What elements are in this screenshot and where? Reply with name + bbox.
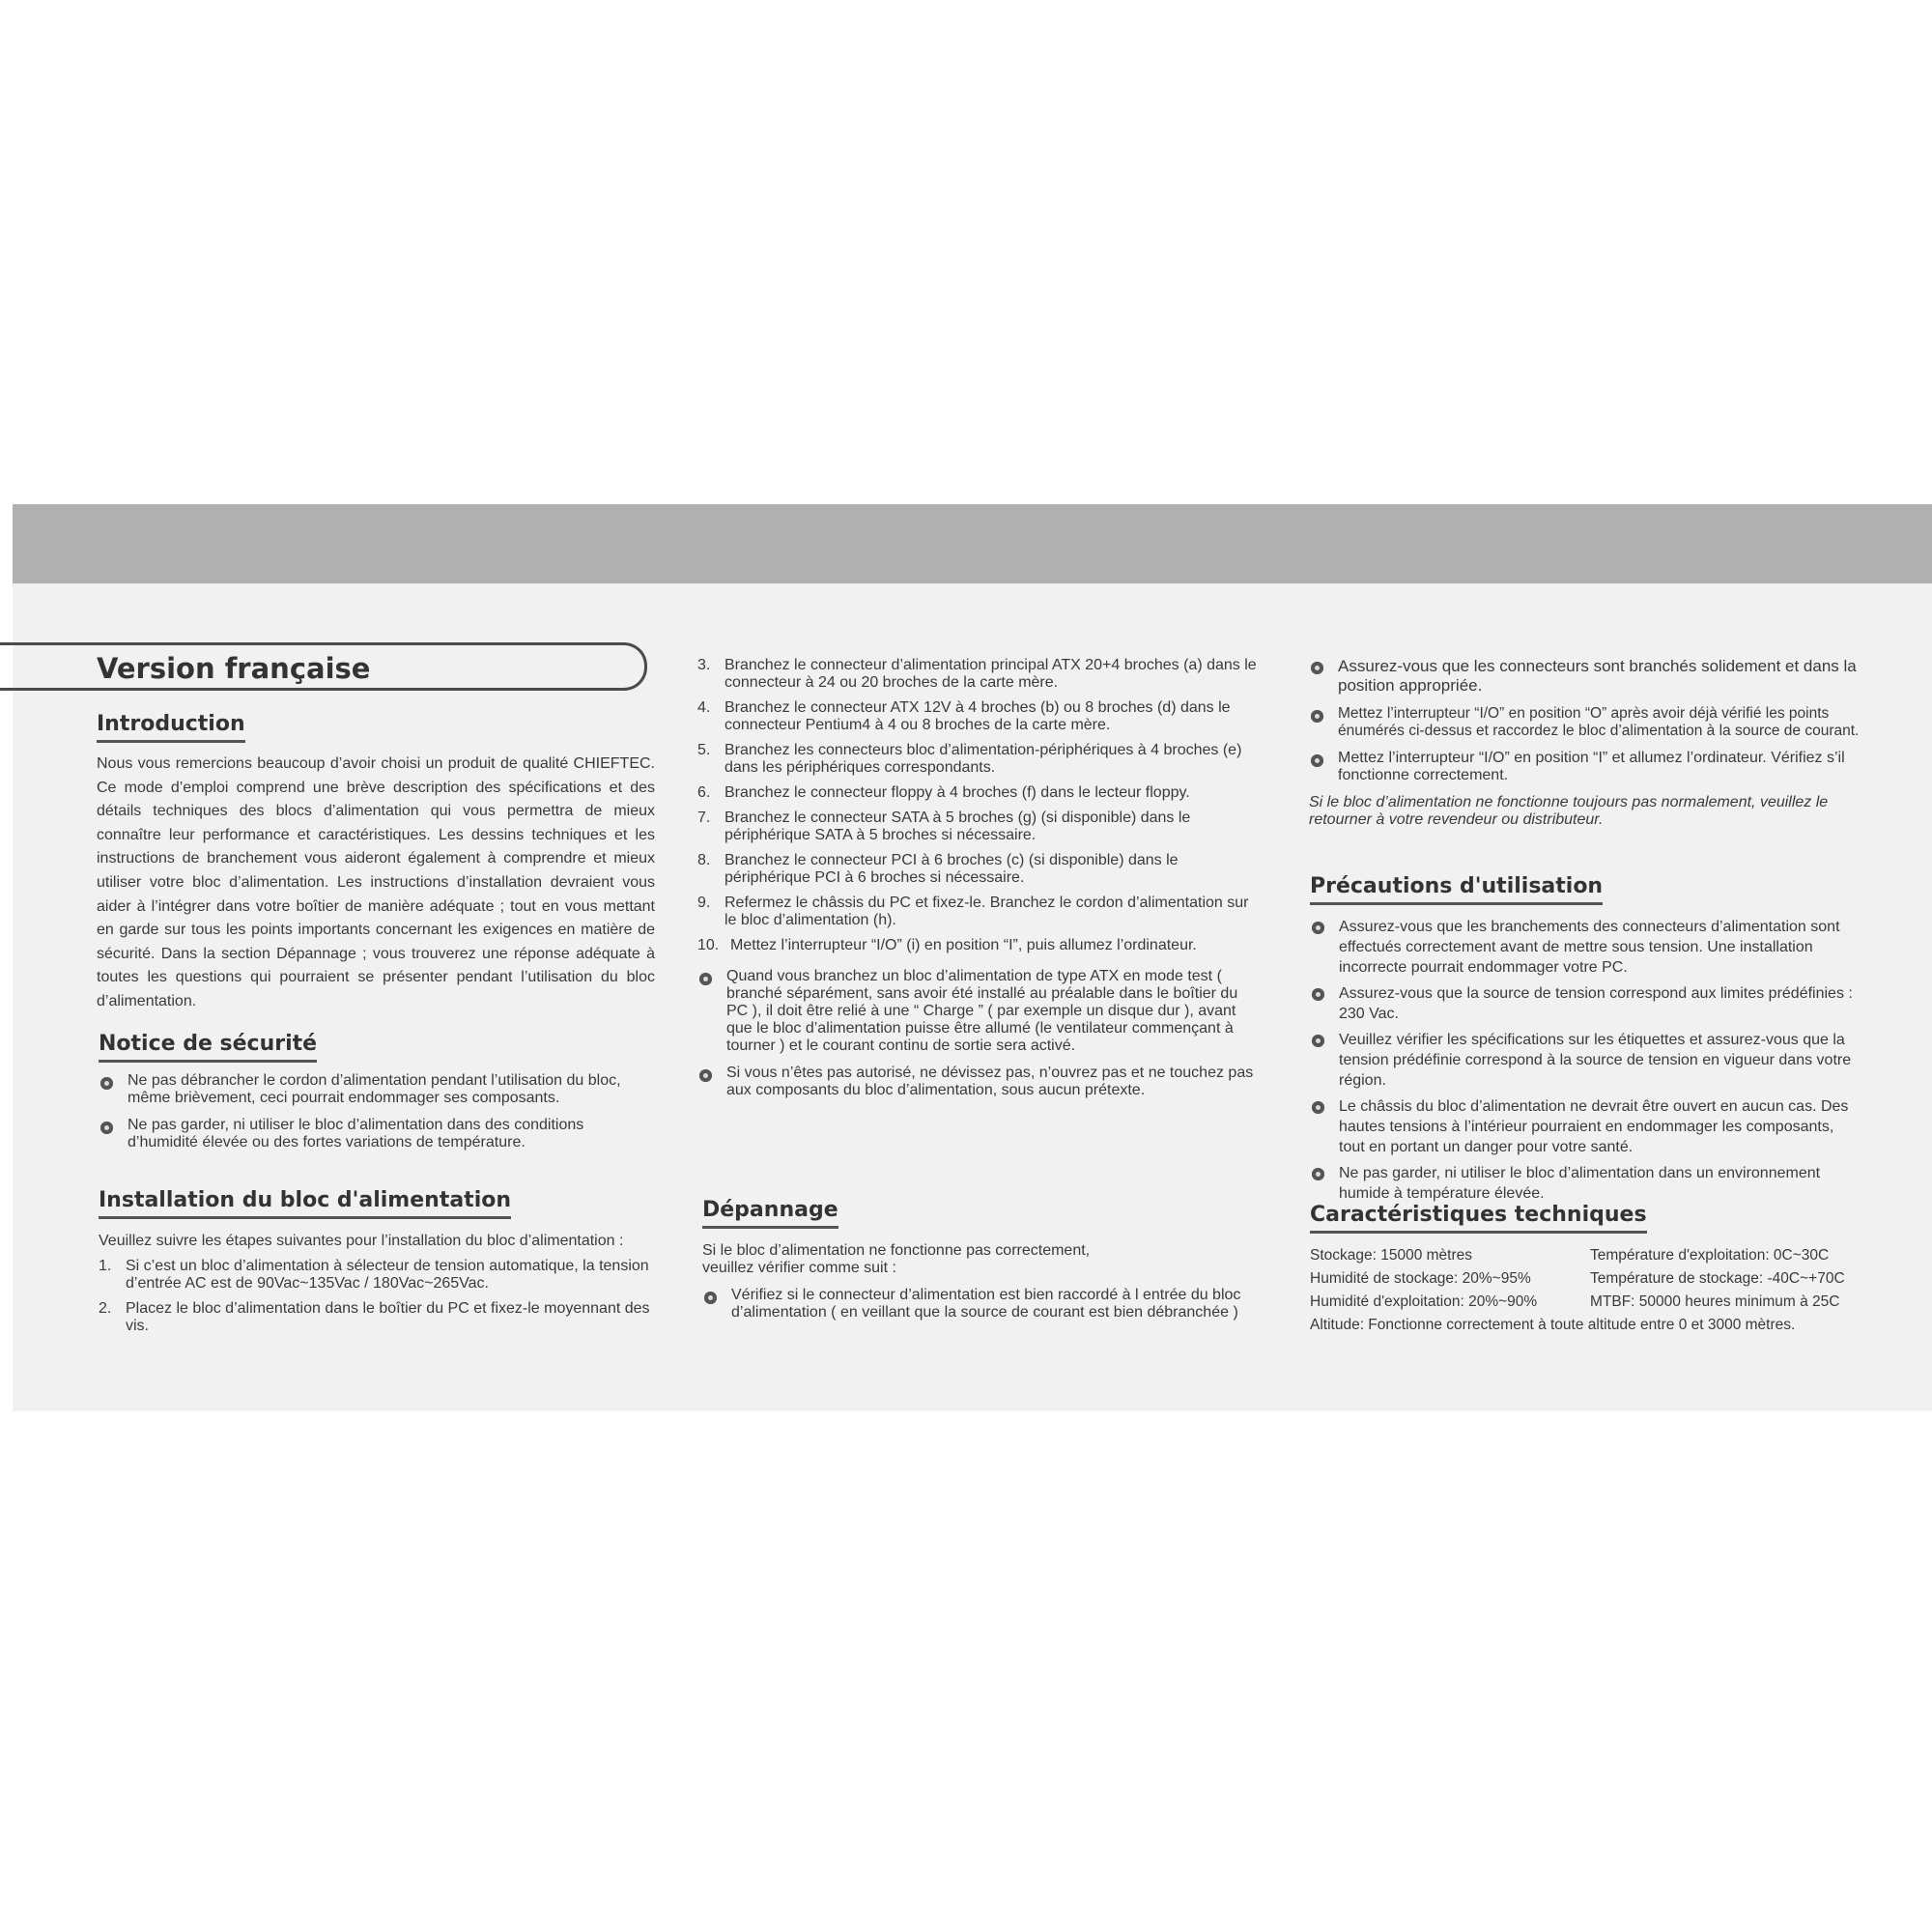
troubleshooting-heading: Dépannage bbox=[702, 1198, 838, 1229]
installation-note: Si vous n’êtes pas autorisé, ne dévissez pas, n’ouvrez pas et ne touchez pas aux composants du bloc d’alimentation, sous aucun prétexte. bbox=[697, 1065, 1263, 1099]
step-item: 5. Branchez les connecteurs bloc d’alimentation-périphériques à 4 broches (e) dans les périphériques correspondants. bbox=[697, 742, 1242, 776]
introduction-heading: Introduction bbox=[97, 712, 245, 743]
page-title: Version française bbox=[97, 652, 371, 685]
safety-item: Ne pas débrancher le cordon d’alimentation pendant l’utilisation du bloc, même brièvement, ceci pourrait endommager ses composants. bbox=[99, 1072, 655, 1107]
precaution-item: Assurez-vous que la source de tension correspond aux limites prédéfinies : 230 Vac. bbox=[1310, 983, 1859, 1024]
troubleshooting-note: Si le bloc d’alimentation ne fonctionne toujours pas normalement, veuillez le retourner à votre revendeur ou distributeur. bbox=[1309, 794, 1829, 828]
bullet-icon bbox=[704, 1292, 717, 1304]
bullet-icon bbox=[1312, 988, 1324, 1001]
step-item: 8. Branchez le connecteur PCI à 6 broches (c) (si disponible) dans le périphérique PCI à 6 broches si nécessaire. bbox=[697, 852, 1179, 886]
bullet-icon bbox=[1311, 710, 1323, 723]
precaution-item: Le châssis du bloc d’alimentation ne devrait être ouvert en aucun cas. Des hautes tensions à l’intérieur pourraient en endommager les composants, tout en portant un danger pour votre santé. bbox=[1310, 1096, 1859, 1157]
troubleshooting-item: Vérifiez si le connecteur d’alimentation est bien raccordé à l entrée du bloc d’alimentation ( en veillant que la source de courant est bien débranchée ) bbox=[702, 1287, 1263, 1321]
step-item: 1. Si c’est un bloc d’alimentation à sélecteur de tension automatique, la tension d’entrée AC est de 90Vac~135Vac / 180Vac~265Vac. bbox=[99, 1258, 649, 1292]
installation-heading: Installation du bloc d'alimentation bbox=[99, 1188, 511, 1219]
bullet-icon bbox=[100, 1122, 113, 1134]
specs-heading: Caractéristiques techniques bbox=[1310, 1203, 1647, 1234]
troubleshooting-section bbox=[702, 1198, 1263, 1331]
precautions-heading: Précautions d'utilisation bbox=[1310, 874, 1603, 905]
step-item: 4. Branchez le connecteur ATX 12V à 4 broches (b) ou 8 broches (d) dans le connecteur Pentium4 à 4 ou 8 broches de la carte mère. bbox=[697, 699, 1231, 733]
safety-heading: Notice de sécurité bbox=[99, 1032, 317, 1063]
safety-section bbox=[99, 1032, 655, 1161]
step-item: 10. Mettez l’interrupteur “I/O” (i) en position “I”, puis allumez l’ordinateur. bbox=[697, 937, 1197, 953]
spec-op-temp: Température d'exploitation: 0C~30C bbox=[1590, 1247, 1830, 1264]
bullet-icon bbox=[1312, 1168, 1324, 1180]
step-item: 6. Branchez le connecteur floppy à 4 broches (f) dans le lecteur floppy. bbox=[697, 784, 1190, 801]
troubleshooting-intro: Si le bloc d’alimentation ne fonctionne pas correctement, veuillez vérifier comme suit : bbox=[702, 1242, 1091, 1276]
introduction-text: Nous vous remercions beaucoup d’avoir choisi un produit de qualité CHIEFTEC. Ce mode d’emploi comprend une brève description des spécifications et des détails techniques des blocs d’alimentation qui vous permettra de mieux connaître leur performance et caractéristiques. Les dessins techniques et les instructions de branchement vous aideront également à comprendre et mieux utiliser votre bloc d’alimentation. Les instructions d’installation devraient vous aider à l’intégrer dans votre boîtier de manière adéquate ; tout en vous mettant en garde sur tous les points importants concernant les exigences en matière de sécurité. Dans la section Dépannage ; vous trouverez une réponse adéquate à toutes les questions qui pourraient se présenter pendant l’utilisation du bloc d’alimentation. bbox=[97, 755, 655, 1009]
precaution-item: Assurez-vous que les branchements des connecteurs d’alimentation sont effectués correctement avant de mettre sous tension. Une installation incorrecte pourrait endommager votre PC. bbox=[1310, 917, 1859, 978]
installation-note: Quand vous branchez un bloc d’alimentation de type ATX en mode test ( branché séparément, sans avoir été installé au préalable dans le boîtier du PC ), il doit être relié à une “ Charge ” ( par exemple un disque dur ), avant que le bloc d’alimentation puisse être allumé (le ventilateur commençant à tourner ) et le courant continu de sortie sera activé. bbox=[697, 968, 1263, 1055]
step-item: 9. Refermez le châssis du PC et fixez-le. Branchez le cordon d’alimentation sur le bloc d’alimentation (h). bbox=[697, 895, 1249, 928]
bullet-icon bbox=[1311, 754, 1323, 767]
installation-steps bbox=[99, 1258, 659, 1335]
spec-storage: Stockage: 15000 mètres bbox=[1310, 1247, 1473, 1264]
bullet-icon bbox=[1312, 1101, 1324, 1114]
spec-storage-temp: Température de stockage: -40C~+70C bbox=[1590, 1270, 1845, 1287]
installation-steps-continued bbox=[697, 657, 1263, 1109]
installation-section bbox=[99, 1188, 659, 1343]
spec-mtbf: MTBF: 50000 heures minimum à 25C bbox=[1590, 1293, 1840, 1310]
specs-grid bbox=[1310, 1247, 1861, 1311]
precautions-section bbox=[1310, 874, 1859, 1209]
step-item: 7. Branchez le connecteur SATA à 5 broches (g) (si disponible) dans le périphérique SATA à 5 broches si nécessaire. bbox=[697, 810, 1191, 843]
introduction-section bbox=[97, 712, 655, 1014]
bullet-icon bbox=[1312, 1035, 1324, 1047]
precaution-item: Veuillez vérifier les spécifications sur les étiquettes et assurez-vous que la tension prédéfinie correspond à la source de tension en vigueur dans votre région. bbox=[1310, 1030, 1859, 1091]
bullet-icon bbox=[100, 1077, 113, 1090]
bullet-icon bbox=[699, 1069, 712, 1082]
spec-altitude: Altitude: Fonctionne correctement à toute altitude entre 0 et 3000 mètres. bbox=[1310, 1317, 1796, 1333]
precaution-item: Ne pas garder, ni utiliser le bloc d’alimentation dans un environnement humide à température élevée. bbox=[1310, 1163, 1859, 1204]
troubleshooting-item: Mettez l’interrupteur “I/O” en position “I” et allumez l’ordinateur. Vérifiez s’il fonctionne correctement. bbox=[1309, 750, 1860, 784]
spec-op-humidity: Humidité d'exploitation: 20%~90% bbox=[1310, 1293, 1538, 1310]
bullet-icon bbox=[1311, 662, 1323, 674]
troubleshooting-continued bbox=[1309, 657, 1860, 829]
installation-intro: Veuillez suivre les étapes suivantes pour l’installation du bloc d’alimentation : bbox=[99, 1233, 624, 1249]
step-item: 3. Branchez le connecteur d’alimentation principal ATX 20+4 broches (a) dans le connecteur à 24 ou 20 broches de la carte mère. bbox=[697, 657, 1257, 691]
step-item: 2. Placez le bloc d’alimentation dans le boîtier du PC et fixez-le moyennant des vis. bbox=[99, 1300, 650, 1334]
bullet-icon bbox=[1312, 922, 1324, 934]
top-gray-band bbox=[13, 504, 1932, 583]
bullet-icon bbox=[699, 973, 712, 985]
spec-storage-humidity: Humidité de stockage: 20%~95% bbox=[1310, 1270, 1531, 1287]
safety-item: Ne pas garder, ni utiliser le bloc d’alimentation dans des conditions d’humidité élevée ou des fortes variations de température. bbox=[99, 1117, 655, 1151]
troubleshooting-item: Assurez-vous que les connecteurs sont branchés solidement et dans la position appropriée. bbox=[1309, 657, 1860, 696]
troubleshooting-item: Mettez l’interrupteur “I/O” en position “O” après avoir déjà vérifié les points énumérés ci-dessus et raccordez le bloc d’alimentation à la source de courant. bbox=[1309, 705, 1860, 740]
specs-section bbox=[1310, 1203, 1861, 1334]
